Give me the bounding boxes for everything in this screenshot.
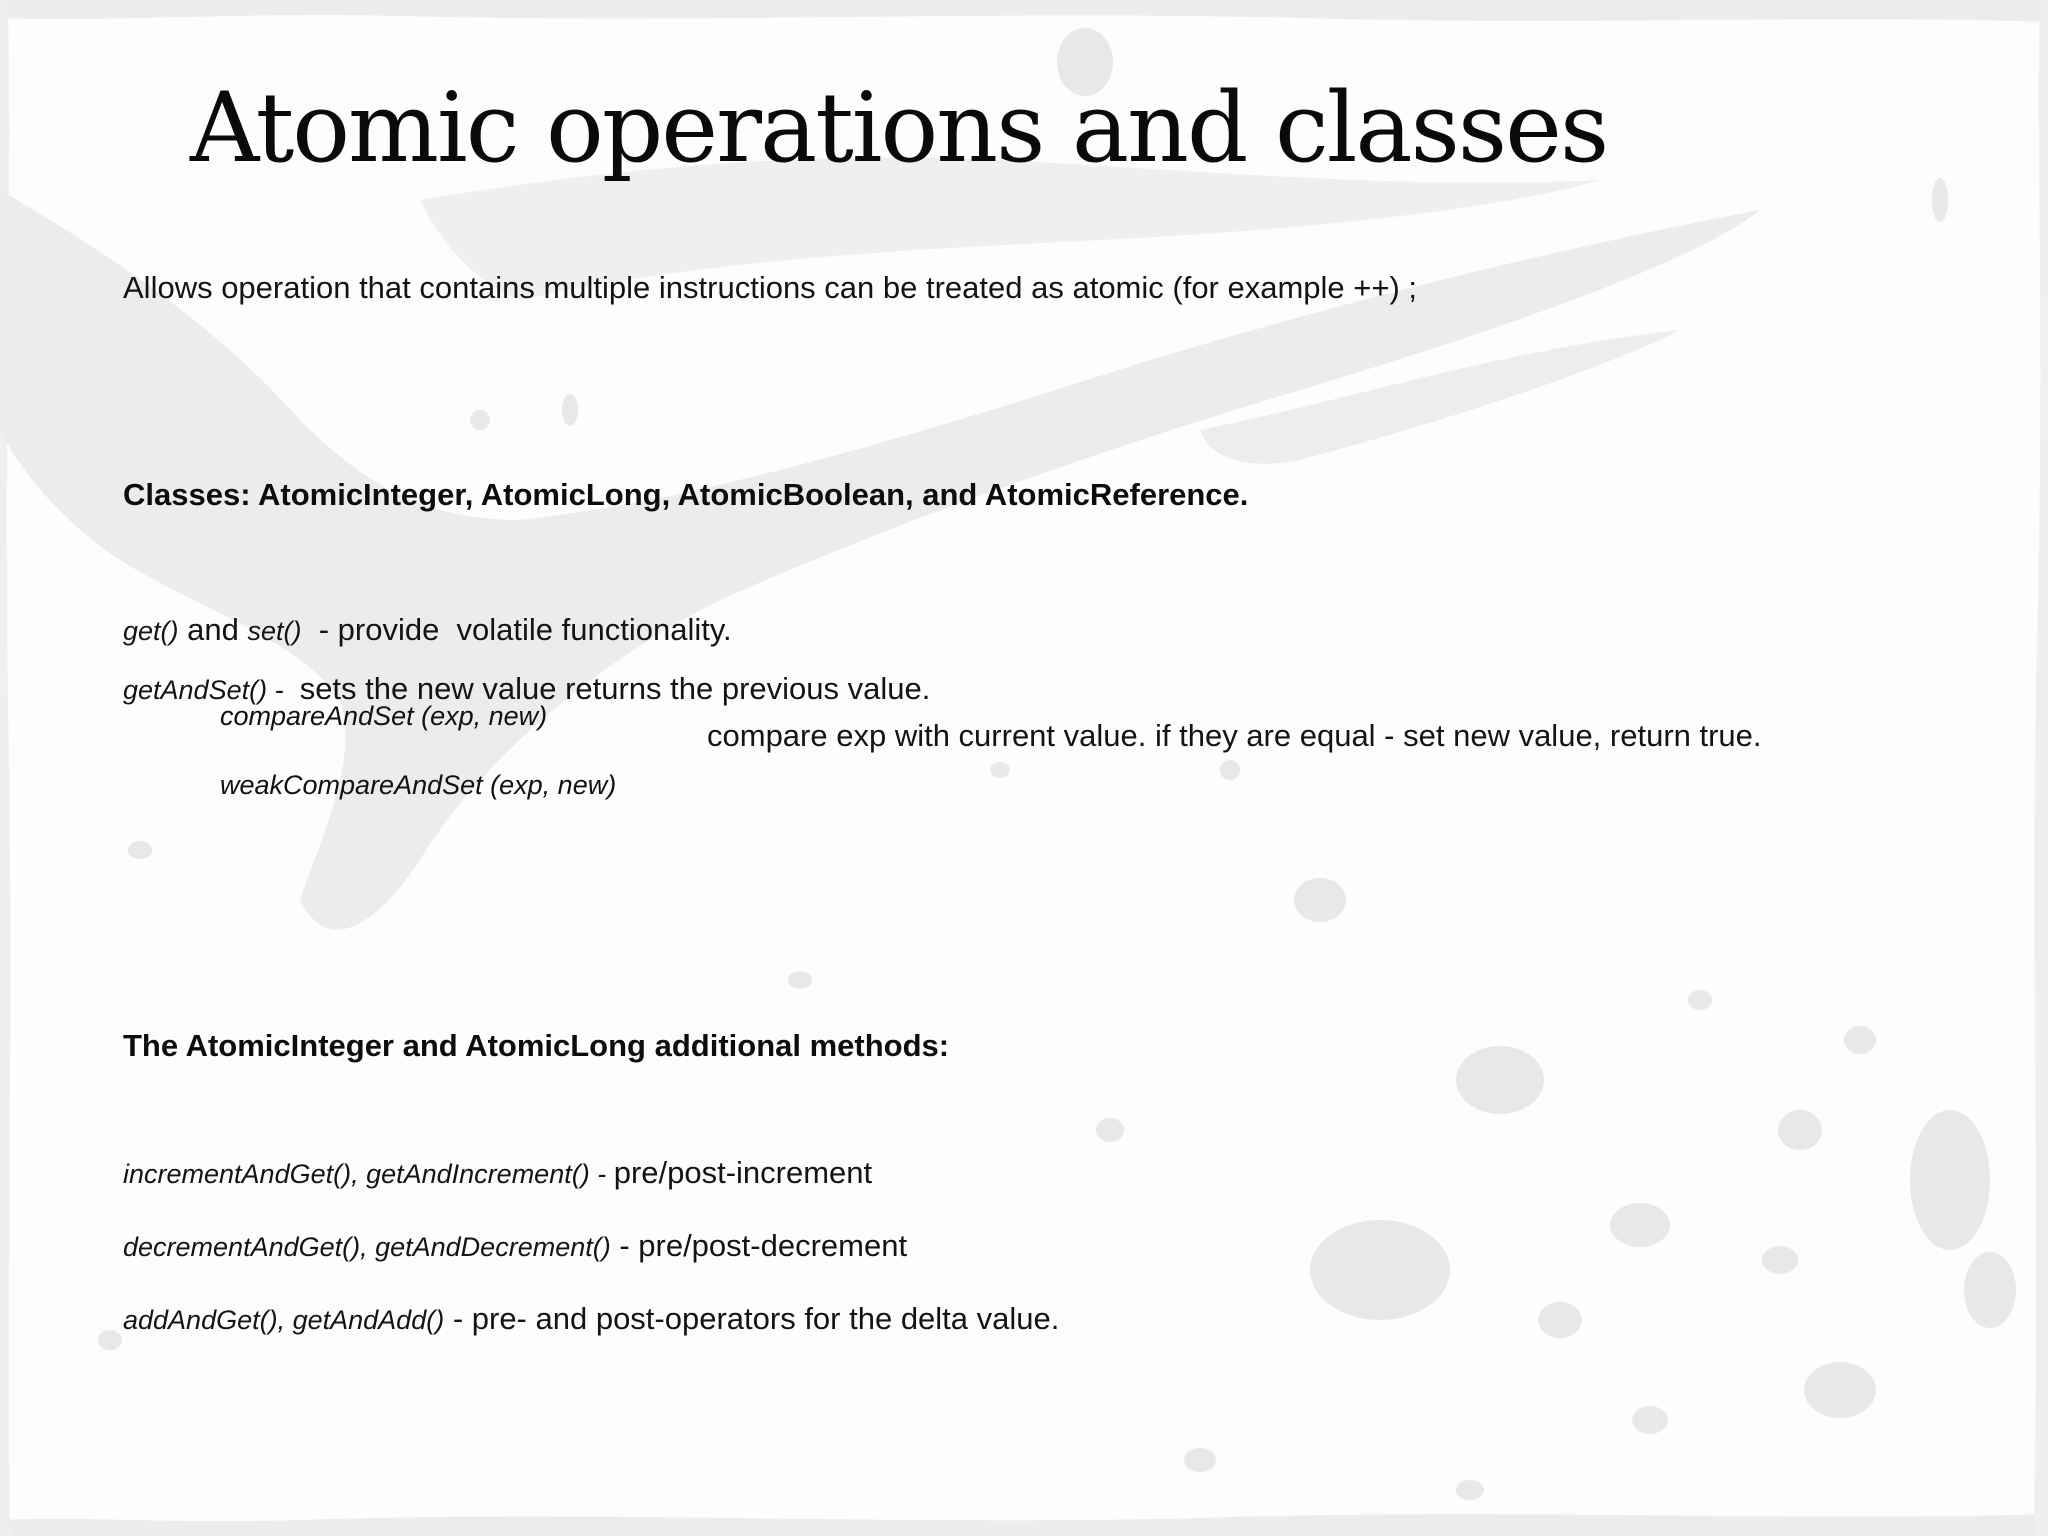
decrement-description: - pre/post-decrement bbox=[610, 1228, 908, 1263]
intro-text: Allows operation that contains multiple instructions can be treated as atomic (for example ++) ; bbox=[123, 270, 1418, 305]
get-method: get() bbox=[123, 616, 179, 646]
weak-compare-and-set-method: weakCompareAndSet (exp, new) bbox=[220, 770, 617, 800]
increment-description: pre/post-increment bbox=[613, 1155, 873, 1190]
and-word: and bbox=[178, 612, 248, 647]
compare-description: compare exp with current value. if they are equal - set new value, return true. bbox=[707, 718, 1762, 753]
get-set-line bbox=[123, 612, 732, 648]
paper-edge-bottom bbox=[0, 1514, 2048, 1536]
additional-methods-heading: The AtomicInteger and AtomicLong additional methods: bbox=[123, 1028, 950, 1063]
decrement-line bbox=[123, 1228, 907, 1264]
set-method: set() bbox=[247, 616, 302, 646]
increment-line bbox=[123, 1155, 872, 1191]
increment-methods: incrementAndGet(), getAndIncrement() - bbox=[123, 1159, 614, 1189]
decrement-methods: decrementAndGet(), getAndDecrement() bbox=[123, 1232, 611, 1262]
get-and-set-description: sets the new value returns the previous value. bbox=[291, 671, 931, 706]
classes-line: Classes: AtomicInteger, AtomicLong, AtomicBoolean, and AtomicReference. bbox=[123, 477, 1249, 512]
get-and-set-method: getAndSet() - bbox=[123, 675, 292, 705]
get-set-description: - provide volatile functionality. bbox=[301, 612, 732, 647]
paper-edge-top bbox=[0, 0, 2048, 22]
add-methods: addAndGet(), getAndAdd() bbox=[123, 1305, 445, 1335]
add-description: - pre- and post-operators for the delta value. bbox=[444, 1301, 1060, 1336]
compare-and-set-method: compareAndSet (exp, new) bbox=[220, 701, 548, 731]
paper-edge-right bbox=[2034, 0, 2048, 1536]
add-line bbox=[123, 1301, 1059, 1337]
slide-title: Atomic operations and classes bbox=[190, 72, 1608, 184]
